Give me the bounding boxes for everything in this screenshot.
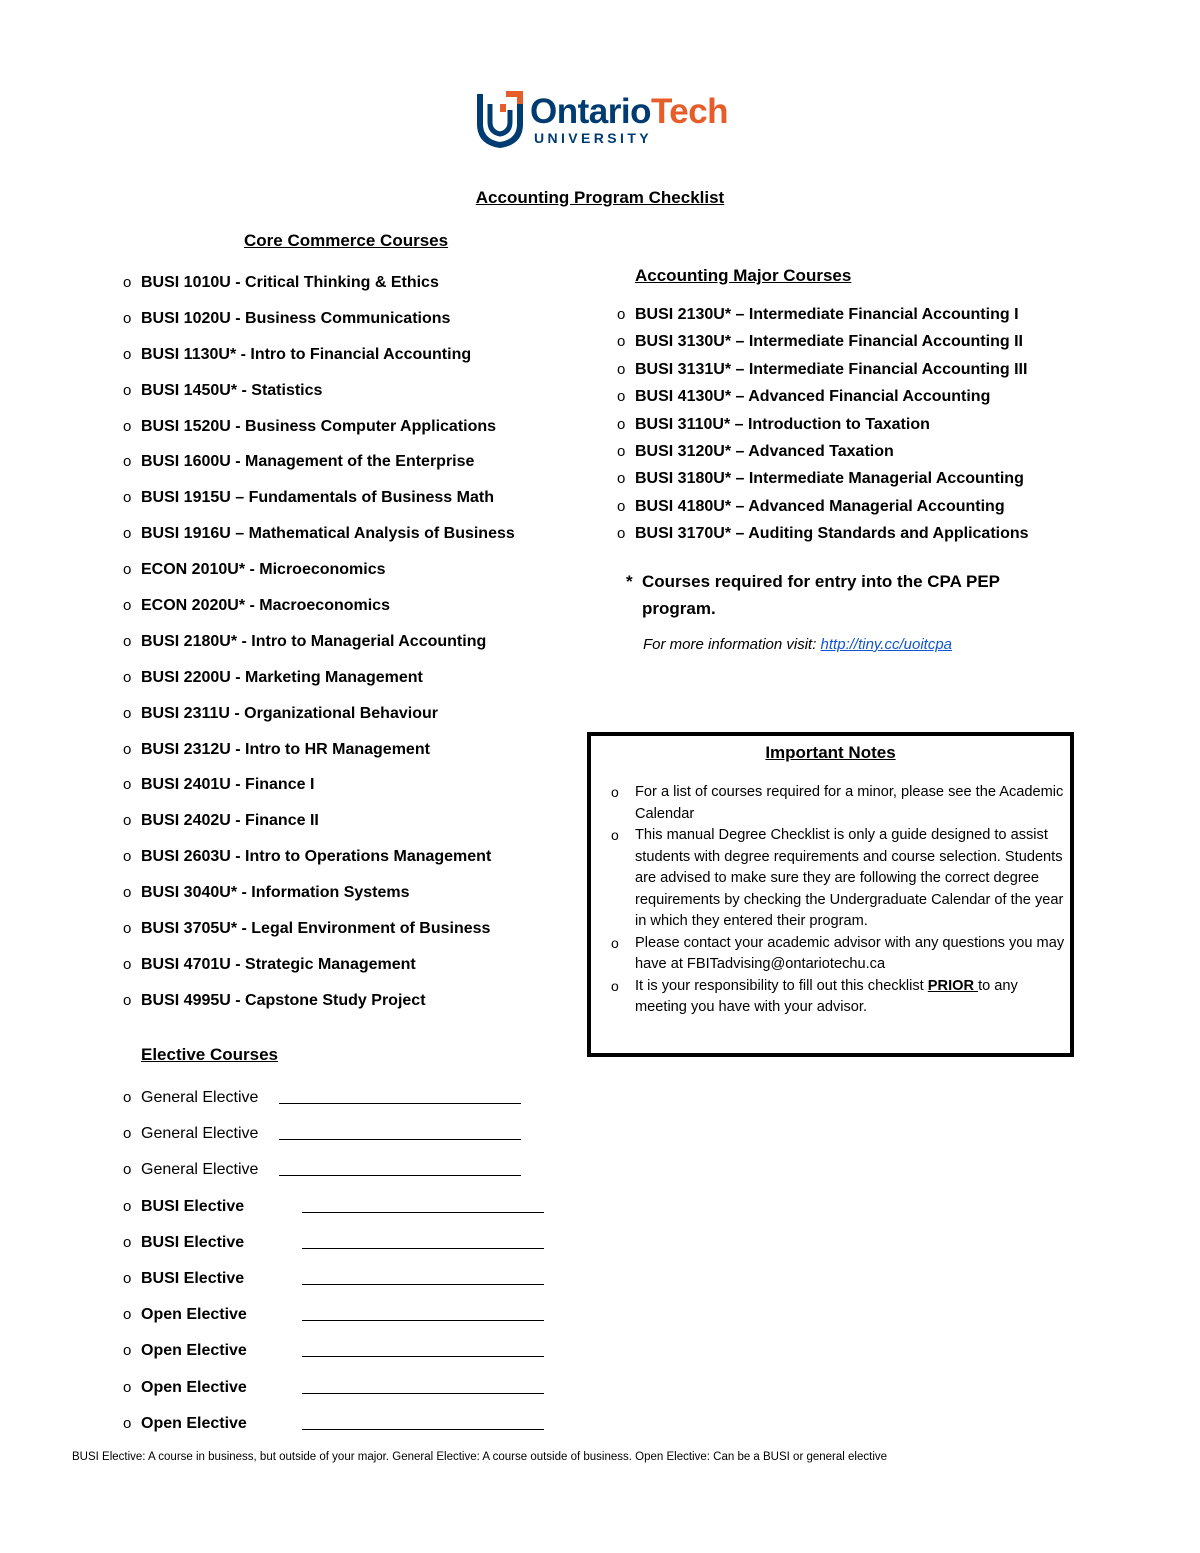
major-course-item[interactable] (617, 386, 1029, 413)
core-course-item-label: BUSI 1130U* - Intro to Financial Accounting (141, 345, 472, 363)
important-notes-heading: Important Notes (765, 743, 896, 762)
university-logo (476, 90, 729, 150)
elective-courses-heading: Elective Courses (141, 1045, 279, 1064)
logo-word-tech: Tech (650, 92, 729, 131)
checkbox-bullet-icon[interactable]: o (123, 884, 132, 902)
elective-label: Open Elective (141, 1306, 247, 1324)
major-course-item-label: BUSI 2130U* – Intermediate Financial Accounting I (635, 306, 1019, 323)
elective-item[interactable] (123, 1086, 259, 1122)
core-course-item-label: ECON 2010U* - Microeconomics (141, 561, 386, 579)
elective-label: General Elective (141, 1125, 259, 1143)
major-course-item[interactable] (617, 496, 1029, 523)
core-course-item[interactable] (123, 271, 515, 307)
core-course-item-label: ECON 2020U* - Macroeconomics (141, 597, 390, 615)
checkbox-bullet-icon[interactable]: o (617, 442, 626, 460)
elective-fill-line[interactable] (302, 1247, 544, 1249)
core-course-item[interactable] (123, 558, 515, 594)
elective-item[interactable] (123, 1412, 258, 1448)
core-course-item[interactable] (123, 953, 515, 989)
note-text: For a list of courses required for a minor, please see the Academic Calendar (635, 784, 1064, 822)
checkbox-bullet-icon[interactable]: o (123, 489, 132, 507)
checkbox-bullet-icon[interactable]: o (123, 955, 132, 973)
checkbox-bullet-icon[interactable]: o (123, 1306, 132, 1324)
note-emphasis: PRIOR (927, 977, 979, 994)
shield-logo-icon (476, 90, 524, 148)
core-course-item-label: BUSI 3040U* - Information Systems (141, 884, 410, 902)
elective-label: BUSI Elective (141, 1233, 245, 1251)
checkbox-bullet-icon[interactable]: o (123, 1378, 132, 1396)
elective-item[interactable] (123, 1122, 259, 1158)
checkbox-bullet-icon[interactable]: o (123, 632, 132, 650)
important-notes-list (611, 782, 1065, 1019)
core-course-item-label: BUSI 3705U* - Legal Environment of Business (141, 920, 491, 938)
more-info-label: For more information visit: (643, 636, 821, 653)
note-text: This manual Degree Checklist is only a guide designed to assist students with degree requirements and course selection. Students are advised to make sure they are following the correct degree requirements by checking the Undergraduate Calendar of the year in which they entered their program. (635, 827, 1064, 929)
checkbox-bullet-icon[interactable]: o (617, 360, 626, 378)
page-title: Accounting Program Checklist (475, 188, 725, 207)
elective-fill-line[interactable] (279, 1174, 521, 1176)
checkbox-bullet-icon[interactable]: o (123, 453, 132, 471)
elective-label: BUSI Elective (141, 1269, 245, 1287)
checkbox-bullet-icon[interactable]: o (123, 417, 132, 435)
core-courses-list (123, 271, 515, 1025)
core-course-item-label: BUSI 1915U – Fundamentals of Business Math (141, 489, 494, 507)
major-course-item-label: BUSI 3120U* – Advanced Taxation (635, 442, 894, 460)
core-course-item-label: BUSI 2180U* - Intro to Managerial Accounting (141, 632, 487, 650)
elective-label: Open Elective (141, 1342, 247, 1360)
more-info (643, 636, 952, 653)
core-course-item-label: BUSI 1600U - Management of the Enterprise (141, 453, 475, 471)
core-course-item[interactable] (123, 809, 515, 845)
checkbox-bullet-icon[interactable]: o (617, 497, 626, 515)
core-course-item-label: BUSI 4701U - Strategic Management (141, 955, 416, 973)
major-course-item-label: BUSI 3180U* – Intermediate Managerial Accounting (635, 470, 1024, 488)
note-item (611, 933, 1065, 976)
cpa-note (626, 568, 1056, 622)
core-course-item[interactable] (123, 522, 515, 558)
core-course-item[interactable] (123, 702, 515, 738)
core-course-item[interactable] (123, 845, 515, 881)
core-course-item-label: BUSI 1020U - Business Communications (141, 309, 451, 327)
major-course-item-label: BUSI 4180U* – Advanced Managerial Accounting (635, 497, 1005, 515)
elective-fill-line[interactable] (302, 1428, 544, 1430)
elective-label: Open Elective (141, 1378, 247, 1396)
checkbox-bullet-icon[interactable]: o (123, 704, 132, 722)
elective-courses-list (123, 1086, 259, 1448)
elective-item[interactable] (123, 1376, 258, 1412)
cpa-note-text: Courses required for entry into the CPA PEP program. (642, 572, 1000, 618)
core-course-item-label: BUSI 1010U - Critical Thinking & Ethics (141, 274, 439, 291)
core-course-item[interactable] (123, 307, 515, 343)
checkbox-bullet-icon[interactable]: o (123, 561, 132, 579)
elective-item[interactable] (123, 1158, 259, 1194)
core-course-item[interactable] (123, 630, 515, 666)
elective-item[interactable] (123, 1303, 258, 1339)
major-courses-list (617, 304, 1029, 551)
core-course-item[interactable] (123, 881, 515, 917)
core-course-item-label: BUSI 2402U - Finance II (141, 812, 319, 830)
major-courses-heading: Accounting Major Courses (635, 266, 852, 285)
checkbox-bullet-icon[interactable]: o (617, 333, 626, 351)
elective-fill-line[interactable] (302, 1283, 544, 1285)
core-course-item-label: BUSI 2401U - Finance I (141, 776, 315, 794)
major-course-item[interactable] (617, 359, 1029, 386)
note-item (611, 976, 1065, 1019)
logo-wordmark (530, 92, 728, 132)
note-item (611, 782, 1065, 825)
elective-label: Open Elective (141, 1414, 247, 1432)
checkbox-bullet-icon[interactable]: o (123, 740, 132, 758)
asterisk-marker: * (626, 572, 633, 591)
core-course-item-label: BUSI 2312U - Intro to HR Management (141, 740, 430, 758)
checkbox-bullet-icon[interactable]: o (123, 1125, 132, 1143)
major-course-item-label: BUSI 3130U* – Intermediate Financial Accounting II (635, 333, 1023, 351)
core-course-item-label: BUSI 2200U - Marketing Management (141, 668, 423, 686)
core-courses-heading: Core Commerce Courses (244, 231, 449, 250)
elective-fill-line[interactable] (302, 1392, 544, 1394)
checkbox-bullet-icon[interactable]: o (123, 345, 132, 363)
elective-fill-line[interactable] (279, 1138, 521, 1140)
major-course-item-label: BUSI 3131U* – Intermediate Financial Accounting III (635, 360, 1028, 378)
checkbox-bullet-icon[interactable]: o (123, 1161, 132, 1179)
elective-fill-line[interactable] (302, 1211, 544, 1213)
bullet-icon: o (611, 934, 619, 951)
checkbox-bullet-icon[interactable]: o (123, 991, 132, 1009)
logo-subtitle: UNIVERSITY (534, 130, 653, 146)
checkbox-bullet-icon[interactable]: o (123, 1269, 132, 1287)
note-text: to any meeting you have with your advisor. (635, 977, 1018, 1015)
elective-label: General Elective (141, 1089, 259, 1106)
elective-item[interactable] (123, 1339, 258, 1375)
major-course-item[interactable] (617, 331, 1029, 358)
checkbox-bullet-icon[interactable]: o (123, 597, 132, 615)
core-course-item-label: BUSI 1916U – Mathematical Analysis of Business (141, 525, 515, 543)
checkbox-bullet-icon[interactable]: o (123, 1089, 132, 1106)
checkbox-bullet-icon[interactable]: o (617, 306, 626, 323)
major-course-item[interactable] (617, 523, 1029, 550)
note-text: Please contact your academic advisor with any questions you may have at FBITadvising@ontariotechu.ca (635, 934, 1065, 972)
core-course-item[interactable] (123, 450, 515, 486)
elective-item[interactable] (123, 1195, 258, 1231)
checkbox-bullet-icon[interactable]: o (123, 309, 132, 327)
core-course-item[interactable] (123, 415, 515, 451)
checkbox-bullet-icon[interactable]: o (123, 1342, 132, 1360)
checkbox-bullet-icon[interactable]: o (617, 415, 626, 433)
major-course-item[interactable] (617, 304, 1029, 331)
elective-label: BUSI Elective (141, 1197, 245, 1215)
core-course-item-label: BUSI 2311U - Organizational Behaviour (141, 704, 438, 722)
elective-label: General Elective (141, 1161, 259, 1179)
core-course-item[interactable] (123, 379, 515, 415)
core-course-item[interactable] (123, 917, 515, 953)
checkbox-bullet-icon[interactable]: o (123, 920, 132, 938)
bullet-icon: o (611, 784, 619, 800)
checkbox-bullet-icon[interactable]: o (123, 776, 132, 794)
bullet-icon: o (611, 977, 619, 994)
core-course-item-label: BUSI 1450U* - Statistics (141, 381, 323, 399)
major-course-item-label: BUSI 3110U* – Introduction to Taxation (635, 415, 930, 433)
checkbox-bullet-icon[interactable]: o (123, 274, 132, 291)
core-course-item-label: BUSI 4995U - Capstone Study Project (141, 991, 426, 1009)
checkbox-bullet-icon[interactable]: o (123, 812, 132, 830)
checkbox-bullet-icon[interactable]: o (617, 388, 626, 406)
checkbox-bullet-icon[interactable]: o (123, 848, 132, 866)
checkbox-bullet-icon[interactable]: o (617, 525, 626, 543)
core-course-item[interactable] (123, 773, 515, 809)
elective-fill-line[interactable] (302, 1319, 544, 1321)
core-course-item[interactable] (123, 989, 515, 1025)
core-course-item[interactable] (123, 594, 515, 630)
core-course-item-label: BUSI 1520U - Business Computer Applications (141, 417, 497, 435)
cpa-info-link[interactable]: http://tiny.cc/uoitcpa (820, 636, 953, 653)
checkbox-bullet-icon[interactable]: o (123, 1414, 132, 1432)
elective-item[interactable] (123, 1231, 258, 1267)
logo-word-ontario: Ontario (530, 92, 651, 131)
elective-fill-line[interactable] (302, 1355, 544, 1357)
core-course-item[interactable] (123, 666, 515, 702)
major-course-item-label: BUSI 4130U* – Advanced Financial Accounting (635, 388, 991, 406)
checkbox-bullet-icon[interactable]: o (123, 1197, 132, 1215)
elective-fill-line[interactable] (279, 1102, 521, 1104)
core-course-item-label: BUSI 2603U - Intro to Operations Management (141, 848, 492, 866)
checkbox-bullet-icon[interactable]: o (617, 470, 626, 488)
checkbox-bullet-icon[interactable]: o (123, 525, 132, 543)
note-item (611, 825, 1065, 933)
footnote: BUSI Elective: A course in business, but outside of your major. General Elective: A course outside of business. Open Elective: Can be a BUSI or general elective (72, 1451, 888, 1463)
note-text: It is your responsibility to fill out this checklist (635, 977, 928, 994)
checkbox-bullet-icon[interactable]: o (123, 381, 132, 399)
core-course-item[interactable] (123, 486, 515, 522)
major-course-item-label: BUSI 3170U* – Auditing Standards and Applications (635, 525, 1029, 543)
major-course-item[interactable] (617, 468, 1029, 495)
checkbox-bullet-icon[interactable]: o (123, 1233, 132, 1251)
major-course-item[interactable] (617, 414, 1029, 441)
bullet-icon: o (611, 827, 619, 843)
core-course-item[interactable] (123, 343, 515, 379)
elective-item[interactable] (123, 1267, 258, 1303)
checkbox-bullet-icon[interactable]: o (123, 668, 132, 686)
major-course-item[interactable] (617, 441, 1029, 468)
core-course-item[interactable] (123, 738, 515, 774)
important-notes-box (587, 732, 1074, 1057)
